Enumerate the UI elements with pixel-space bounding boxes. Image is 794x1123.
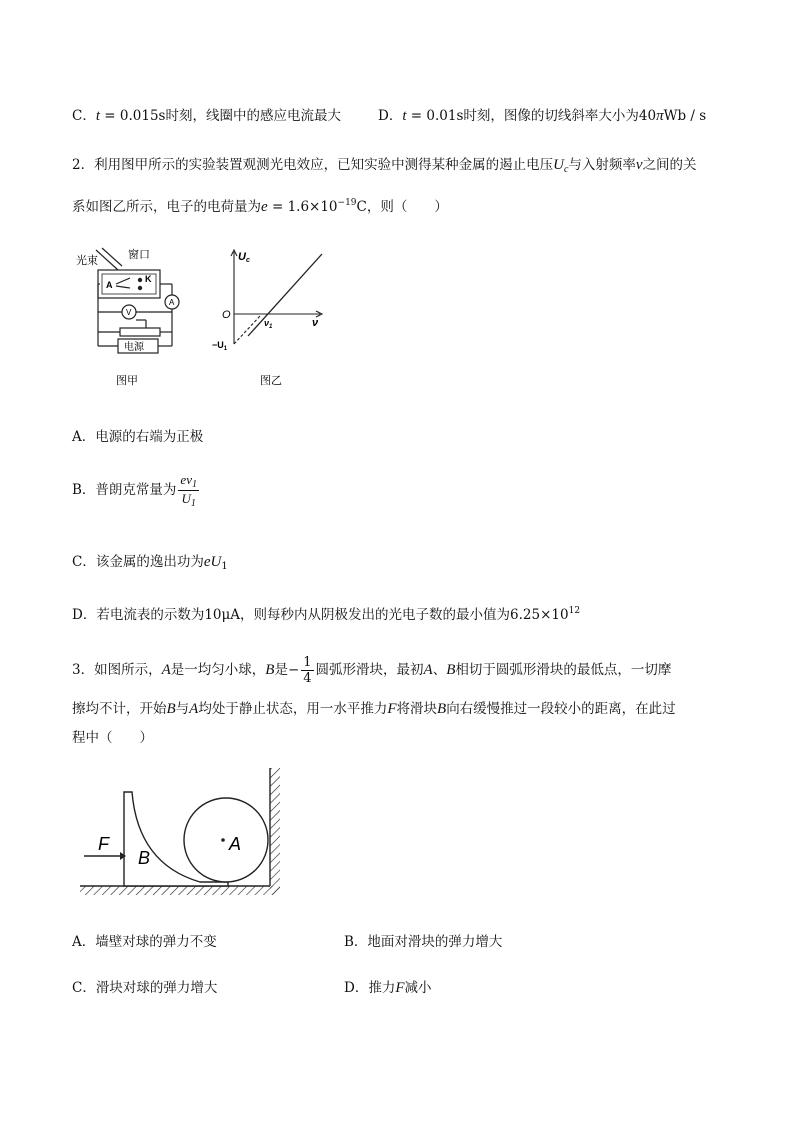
quarter-fraction: $\frac{1}{4}$: [303, 655, 312, 686]
q1-option-d: D．t = 0.01s时刻，图像的切线斜率大小为40πWb / s: [378, 108, 707, 124]
slider-label: B: [138, 848, 151, 868]
q3-stem-line3: 程中（ ）: [72, 730, 153, 746]
figure-b-caption: 图乙: [260, 375, 282, 387]
q2-stem-line1: 2．利用图甲所示的实验装置观测光电效应，已知实验中测得某种金属的遏止电压$U_c$与入射频率ν之间的关: [72, 157, 697, 175]
figure-a-caption: 图甲: [116, 375, 138, 387]
q2-option-d: D．若电流表的示数为10μA，则每秒内从阴极发出的光电子数的最小值为$6.25\times 10^{12}$: [72, 606, 581, 623]
q3-option-b: B．地面对滑块的弹力增大: [344, 934, 503, 950]
q2-option-c: C．该金属的逸出功为$eU_1$: [72, 554, 228, 572]
q3-stem-line2: 擦均不计，开始B与A均处于静止状态，用一水平推力F将滑块B向右缓慢推过一段较小的距离，在此过: [72, 701, 676, 717]
graph-origin-label: O: [222, 309, 231, 321]
q2-option-a: A．电源的右端为正极: [72, 429, 204, 445]
force-label: F: [98, 834, 109, 854]
power-supply-label: 电源: [124, 342, 144, 353]
q3-stem-line1: 3．如图所示，A是一均匀小球，B是− $\frac{1}{4}$ 圆弧形滑块，最初A、B相切于圆弧形滑块的最低点，一切摩: [72, 655, 672, 686]
anode-label: A: [106, 280, 113, 290]
graph-x-intercept-label: $\nu_1$: [264, 318, 273, 330]
q3-figure: [80, 764, 286, 898]
graph-x-axis-label: ν: [312, 317, 319, 329]
light-beam-label: 光束: [76, 255, 98, 267]
q2-figure-apparatus: [74, 244, 186, 392]
window-label: 窗口: [128, 249, 150, 261]
q2-stem-line2: 系如图乙所示，电子的电荷量为$e = 1.6\times 10^{-19}C$，则（ ）: [72, 198, 448, 215]
q3-option-c: C．滑块对球的弹力增大: [72, 980, 218, 996]
voltmeter-icon: V: [126, 308, 132, 317]
q2-option-b: B．普朗克常量为 $\frac{e\nu_1}{U_1}$: [72, 472, 197, 509]
cathode-label: K: [145, 274, 152, 284]
q3-option-d: D．推力F减小: [344, 980, 432, 996]
q1-option-c: C．t = 0.015s时刻，线圈中的感应电流最大: [72, 108, 341, 124]
graph-y-axis-label: Uc: [238, 251, 250, 264]
ammeter-icon: A: [169, 298, 175, 307]
q3-option-a: A．墙壁对球的弹力不变: [72, 934, 217, 950]
graph-y-intercept-label: $-U_1$: [212, 340, 228, 352]
planck-fraction: $\frac{e\nu_1}{U_1}$: [180, 472, 197, 509]
ball-label: A: [229, 834, 242, 854]
q2-figure-graph: [212, 244, 332, 392]
